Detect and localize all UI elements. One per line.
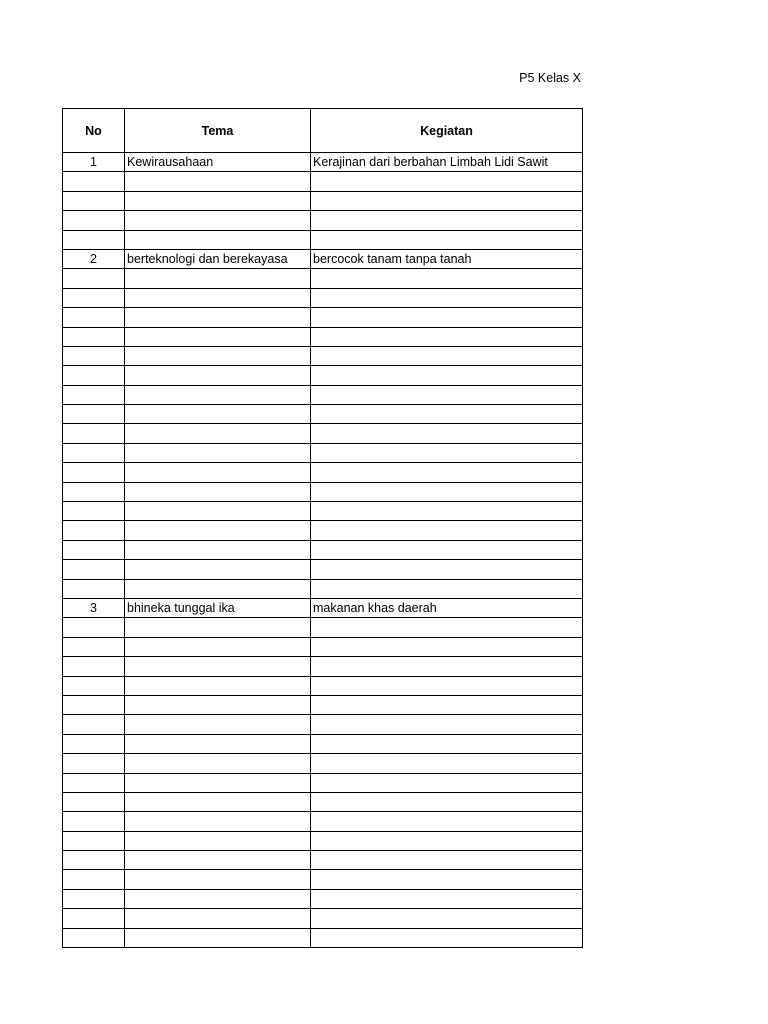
cell-kegiatan — [311, 618, 583, 637]
cell-no — [63, 540, 125, 559]
table-row — [63, 269, 583, 288]
cell-tema — [125, 715, 311, 734]
table-row — [63, 385, 583, 404]
cell-tema — [125, 172, 311, 191]
cell-no — [63, 443, 125, 462]
table-row — [63, 366, 583, 385]
cell-tema — [125, 191, 311, 210]
cell-kegiatan — [311, 870, 583, 889]
cell-kegiatan: makanan khas daerah — [311, 598, 583, 617]
cell-tema — [125, 792, 311, 811]
cell-tema — [125, 308, 311, 327]
cell-tema — [125, 637, 311, 656]
cell-kegiatan — [311, 695, 583, 714]
cell-no — [63, 637, 125, 656]
cell-tema — [125, 851, 311, 870]
activity-table — [62, 108, 583, 948]
document-title: P5 Kelas X — [519, 71, 581, 85]
cell-no — [63, 676, 125, 695]
cell-no — [63, 482, 125, 501]
cell-no — [63, 773, 125, 792]
cell-kegiatan — [311, 346, 583, 365]
table-row — [63, 909, 583, 928]
cell-no — [63, 909, 125, 928]
cell-kegiatan — [311, 734, 583, 753]
table-row — [63, 598, 583, 617]
table-row — [63, 327, 583, 346]
cell-kegiatan — [311, 928, 583, 947]
cell-no — [63, 831, 125, 850]
table-row — [63, 249, 583, 268]
cell-kegiatan — [311, 812, 583, 831]
cell-no — [63, 288, 125, 307]
table-row — [63, 812, 583, 831]
column-header-tema: Tema — [125, 109, 311, 153]
cell-no — [63, 812, 125, 831]
cell-no — [63, 521, 125, 540]
cell-kegiatan — [311, 443, 583, 462]
cell-no — [63, 754, 125, 773]
column-header-kegiatan: Kegiatan — [311, 109, 583, 153]
cell-kegiatan — [311, 773, 583, 792]
table-row — [63, 734, 583, 753]
table-row — [63, 288, 583, 307]
cell-kegiatan — [311, 424, 583, 443]
cell-no — [63, 269, 125, 288]
cell-tema — [125, 754, 311, 773]
cell-kegiatan — [311, 405, 583, 424]
cell-no — [63, 695, 125, 714]
cell-no: 2 — [63, 249, 125, 268]
cell-no — [63, 579, 125, 598]
cell-kegiatan — [311, 308, 583, 327]
cell-kegiatan — [311, 269, 583, 288]
cell-tema — [125, 211, 311, 230]
cell-no — [63, 560, 125, 579]
cell-no: 3 — [63, 598, 125, 617]
cell-tema — [125, 405, 311, 424]
table-body — [63, 153, 583, 948]
table-row — [63, 851, 583, 870]
table-row — [63, 618, 583, 637]
table-row — [63, 405, 583, 424]
cell-kegiatan — [311, 521, 583, 540]
cell-kegiatan — [311, 230, 583, 249]
cell-no — [63, 327, 125, 346]
cell-kegiatan — [311, 191, 583, 210]
cell-no — [63, 230, 125, 249]
cell-tema — [125, 424, 311, 443]
cell-no — [63, 405, 125, 424]
cell-kegiatan — [311, 792, 583, 811]
table-row — [63, 695, 583, 714]
cell-no — [63, 172, 125, 191]
cell-kegiatan — [311, 579, 583, 598]
cell-tema — [125, 443, 311, 462]
table-row — [63, 346, 583, 365]
cell-no — [63, 734, 125, 753]
cell-tema — [125, 676, 311, 695]
table-row — [63, 637, 583, 656]
cell-tema — [125, 540, 311, 559]
cell-no — [63, 346, 125, 365]
cell-tema — [125, 560, 311, 579]
cell-tema — [125, 502, 311, 521]
cell-kegiatan — [311, 715, 583, 734]
cell-no: 1 — [63, 153, 125, 172]
table-row — [63, 676, 583, 695]
cell-tema — [125, 346, 311, 365]
cell-tema — [125, 269, 311, 288]
cell-kegiatan — [311, 754, 583, 773]
cell-kegiatan: Kerajinan dari berbahan Limbah Lidi Sawit — [311, 153, 583, 172]
cell-no — [63, 928, 125, 947]
cell-kegiatan — [311, 851, 583, 870]
table-row — [63, 870, 583, 889]
cell-kegiatan — [311, 288, 583, 307]
cell-tema — [125, 812, 311, 831]
cell-kegiatan — [311, 211, 583, 230]
cell-no — [63, 502, 125, 521]
cell-no — [63, 385, 125, 404]
column-header-no: No — [63, 109, 125, 153]
cell-tema — [125, 521, 311, 540]
cell-tema: Kewirausahaan — [125, 153, 311, 172]
table-row — [63, 191, 583, 210]
cell-tema — [125, 579, 311, 598]
table-row — [63, 424, 583, 443]
cell-tema: berteknologi dan berekayasa — [125, 249, 311, 268]
table-row — [63, 482, 583, 501]
cell-kegiatan — [311, 540, 583, 559]
cell-kegiatan — [311, 172, 583, 191]
table-row — [63, 715, 583, 734]
cell-no — [63, 366, 125, 385]
cell-no — [63, 618, 125, 637]
table-row — [63, 792, 583, 811]
cell-no — [63, 308, 125, 327]
table-row — [63, 153, 583, 172]
cell-no — [63, 792, 125, 811]
cell-tema — [125, 889, 311, 908]
cell-tema — [125, 327, 311, 346]
cell-no — [63, 191, 125, 210]
cell-kegiatan — [311, 366, 583, 385]
table-row — [63, 502, 583, 521]
table-row — [63, 754, 583, 773]
cell-kegiatan — [311, 889, 583, 908]
cell-kegiatan — [311, 657, 583, 676]
cell-kegiatan — [311, 637, 583, 656]
cell-kegiatan — [311, 385, 583, 404]
cell-tema — [125, 657, 311, 676]
cell-kegiatan — [311, 831, 583, 850]
cell-kegiatan — [311, 909, 583, 928]
table-row — [63, 308, 583, 327]
cell-kegiatan: bercocok tanam tanpa tanah — [311, 249, 583, 268]
cell-kegiatan — [311, 560, 583, 579]
table-header-row — [63, 109, 583, 153]
cell-tema — [125, 366, 311, 385]
cell-no — [63, 870, 125, 889]
cell-tema: bhineka tunggal ika — [125, 598, 311, 617]
cell-tema — [125, 618, 311, 637]
table-row — [63, 773, 583, 792]
cell-tema — [125, 734, 311, 753]
table-row — [63, 443, 583, 462]
cell-tema — [125, 288, 311, 307]
table-row — [63, 172, 583, 191]
cell-no — [63, 657, 125, 676]
cell-tema — [125, 695, 311, 714]
cell-no — [63, 715, 125, 734]
cell-no — [63, 851, 125, 870]
cell-tema — [125, 773, 311, 792]
table-row — [63, 657, 583, 676]
cell-kegiatan — [311, 482, 583, 501]
cell-kegiatan — [311, 327, 583, 346]
cell-tema — [125, 463, 311, 482]
table-row — [63, 560, 583, 579]
table-row — [63, 540, 583, 559]
table-row — [63, 928, 583, 947]
table-row — [63, 889, 583, 908]
cell-kegiatan — [311, 502, 583, 521]
table-row — [63, 579, 583, 598]
table-row — [63, 521, 583, 540]
cell-no — [63, 463, 125, 482]
cell-tema — [125, 831, 311, 850]
cell-tema — [125, 870, 311, 889]
cell-tema — [125, 230, 311, 249]
table-row — [63, 831, 583, 850]
cell-tema — [125, 928, 311, 947]
table-row — [63, 230, 583, 249]
cell-no — [63, 424, 125, 443]
cell-tema — [125, 385, 311, 404]
cell-tema — [125, 482, 311, 501]
cell-kegiatan — [311, 676, 583, 695]
cell-no — [63, 889, 125, 908]
table-row — [63, 463, 583, 482]
cell-kegiatan — [311, 463, 583, 482]
cell-tema — [125, 909, 311, 928]
cell-no — [63, 211, 125, 230]
table-row — [63, 211, 583, 230]
